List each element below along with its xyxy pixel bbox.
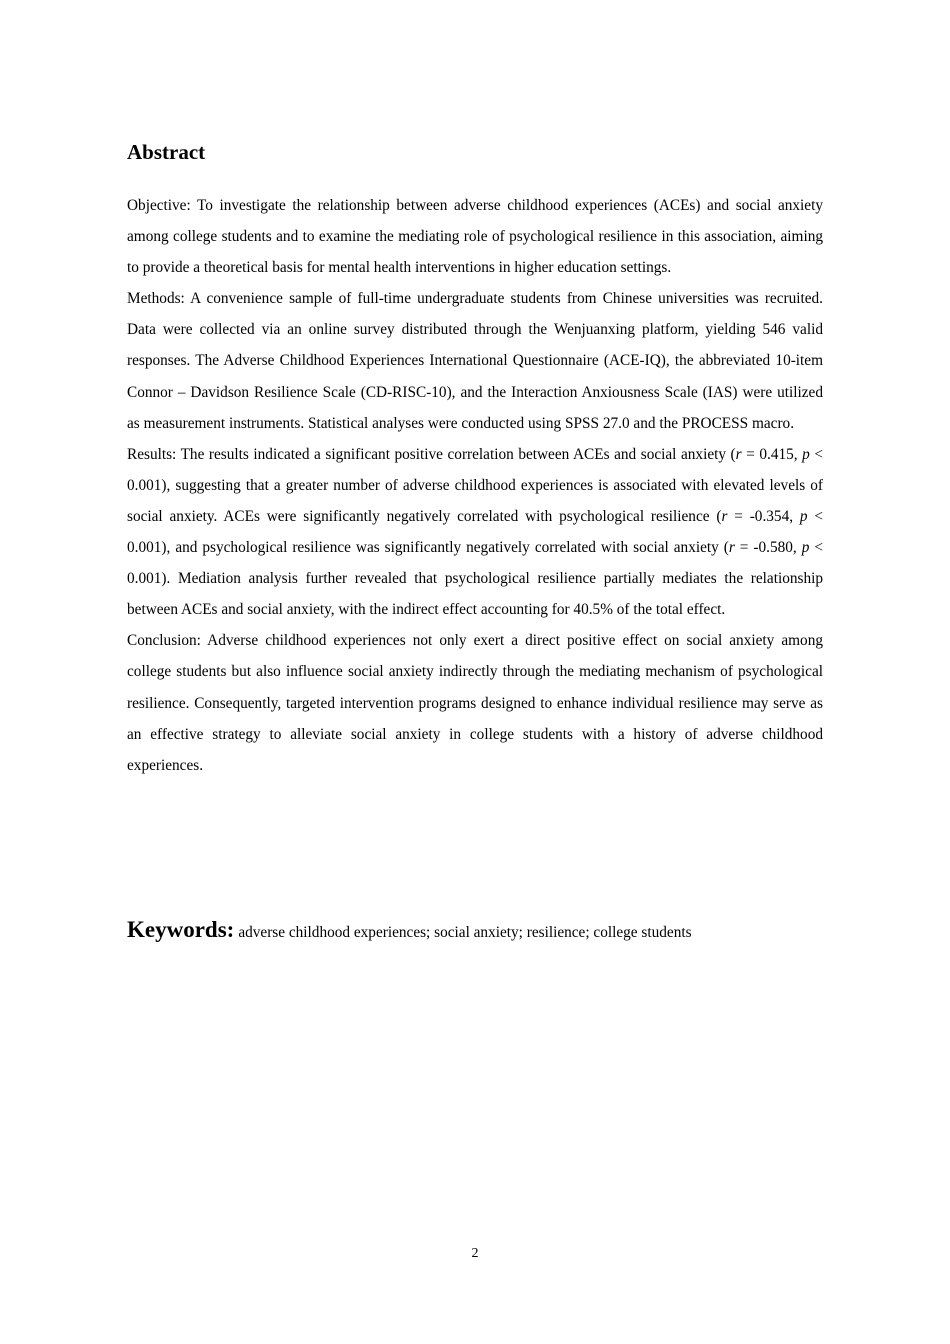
results-text-2: = 0.415, (741, 445, 803, 463)
r-symbol: r (728, 539, 735, 557)
p-symbol: p (802, 445, 810, 463)
results-text-3: < 0.001), suggesting that a greater number of adverse childhood experiences is associated with elevated levels of social anxiety. ACEs were significantly negatively correlated with psychological resilience ( (127, 445, 823, 525)
results-text-5: < 0.001), and psychological resilience was significantly negatively correlated with social anxiety ( (127, 507, 824, 557)
results-text-7: < 0.001). Mediation analysis further revealed that psychological resilience partially mediates the relationship between ACEs and social anxiety, with the indirect effect accounting for 40.5% of the total effect. (127, 539, 823, 619)
conclusion-paragraph: Conclusion: Adverse childhood experiences not only exert a direct positive effect on social anxiety among college students but also influence social anxiety indirectly through the mediating mechanism of psychological resilience. Consequently, targeted intervention programs designed to enhance individual resilience may serve as an effective strategy to alleviate social anxiety in college students with a history of adverse childhood experiences. (127, 632, 823, 774)
results-text-1: Results: The results indicated a significant positive correlation between ACEs and social anxiety ( (127, 445, 736, 463)
page-number: 2 (471, 1246, 479, 1261)
abstract-body (127, 190, 823, 781)
keywords-text: adverse childhood experiences; social anxiety; resilience; college students (238, 924, 692, 941)
p-symbol: p (799, 507, 808, 525)
abstract-heading: Abstract (127, 140, 206, 164)
methods-paragraph: Methods: A convenience sample of full-time undergraduate students from Chinese universities was recruited. Data were collected via an online survey distributed through the Wenjuanxing platform, yielding 546 valid responses. The Adverse Childhood Experiences International Questionnaire (ACE-IQ), the abbreviated 10-item Connor – Davidson Resilience Scale (CD-RISC-10), and the Interaction Anxiousness Scale (IAS) were utilized as measurement instruments. Statistical analyses were conducted using SPSS 27.0 and the PROCESS macro. (127, 290, 823, 432)
keywords-line (127, 912, 847, 951)
r-symbol: r (735, 445, 742, 463)
results-paragraph (127, 439, 823, 626)
p-symbol: p (801, 539, 810, 557)
results-text-6: = -0.580, (734, 539, 802, 557)
objective-paragraph: Objective: To investigate the relationship between adverse childhood experiences (ACEs) and social anxiety among college students and to examine the mediating role of psychological resilience in this association, aiming to provide a theoretical basis for mental health interventions in higher education settings. (127, 197, 823, 277)
keywords-label: Keywords: (127, 917, 235, 942)
r-symbol: r (721, 507, 728, 525)
results-text-4: = -0.354, (727, 507, 800, 525)
